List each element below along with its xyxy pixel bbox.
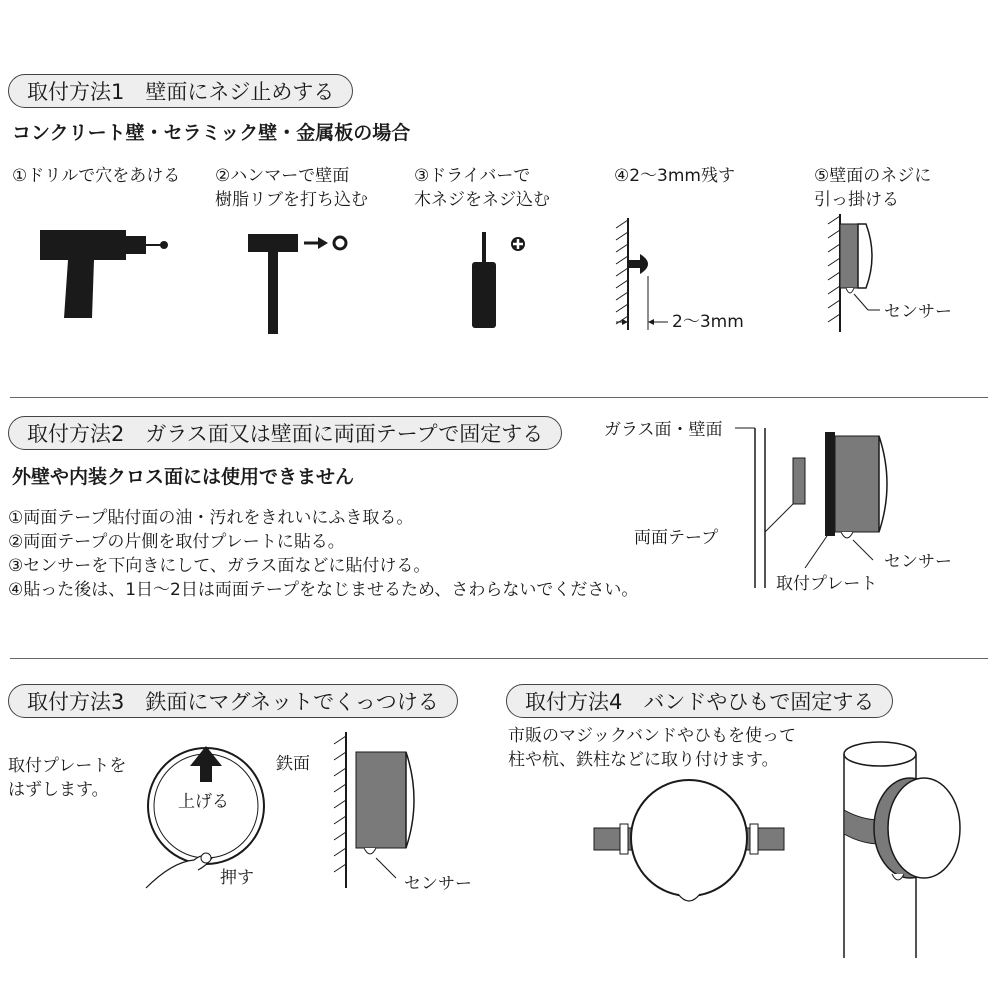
pole-mount-diagram — [840, 740, 980, 960]
m2-step-4: ④貼った後は、1日～2日は両面テープをなじませるため、さわらないでください。 — [8, 580, 639, 600]
hammer-icon — [248, 228, 368, 338]
sensor-label-2: センサー — [884, 552, 952, 572]
sensor-label-3: センサー — [404, 874, 472, 894]
gap-label: 2～3mm — [672, 312, 744, 332]
band-front-diagram — [594, 776, 784, 906]
sensor-label-1: センサー — [884, 302, 952, 322]
divider-1 — [10, 397, 988, 398]
m2-step-3: ③センサーを下向きにして、ガラス面などに貼付ける。 — [8, 556, 431, 576]
step5-label-1: ⑤壁面のネジに — [814, 166, 932, 186]
method3-title: 取付方法3 鉄面にマグネットでくっつける — [8, 684, 458, 718]
iron-label: 鉄面 — [276, 754, 310, 774]
tape-label: 両面テープ — [634, 528, 719, 548]
m2-step-1: ①両面テープ貼付面の油・汚れをきれいにふき取る。 — [8, 508, 414, 528]
push-label: 押す — [220, 868, 254, 888]
lift-label: 上げる — [178, 792, 229, 812]
m3-note-1: 取付プレートを — [8, 756, 127, 776]
method1-subtitle: コンクリート壁・セラミック壁・金属板の場合 — [12, 122, 411, 144]
method4-title: 取付方法4 バンドやひもで固定する — [506, 684, 893, 718]
magnet-mount-diagram — [330, 732, 450, 892]
m2-step-2: ②両面テープの片側を取付プレートに貼る。 — [8, 532, 345, 552]
m3-note-2: はずします。 — [8, 780, 109, 800]
screwdriver-icon — [468, 232, 538, 332]
m4-desc-2: 柱や杭、鉄柱などに取り付けます。 — [508, 750, 779, 770]
step1-label: ①ドリルで穴をあける — [12, 166, 181, 186]
step5-label-2: 引っ掛ける — [814, 190, 899, 210]
plate-removal-diagram — [142, 742, 282, 892]
m4-desc-1: 市販のマジックバンドやひもを使って — [508, 726, 796, 746]
step2-label-2: 樹脂リブを打ち込む — [215, 190, 368, 210]
surface-label: ガラス面・壁面 — [604, 420, 723, 440]
tape-mount-diagram — [735, 418, 995, 598]
method1-title: 取付方法1 壁面にネジ止めする — [8, 74, 353, 108]
divider-2 — [10, 658, 988, 659]
step2-label-1: ②ハンマーで壁面 — [215, 166, 350, 186]
step3-label-2: 木ネジをネジ込む — [414, 190, 550, 210]
plate-label: 取付プレート — [776, 574, 878, 594]
step3-label-1: ③ドライバーで — [414, 166, 531, 186]
method2-title: 取付方法2 ガラス面又は壁面に両面テープで固定する — [8, 416, 562, 450]
drill-icon — [38, 222, 178, 322]
step4-label: ④2～3mm残す — [614, 166, 735, 186]
method2-subtitle: 外壁や内装クロス面には使用できません — [12, 466, 355, 488]
